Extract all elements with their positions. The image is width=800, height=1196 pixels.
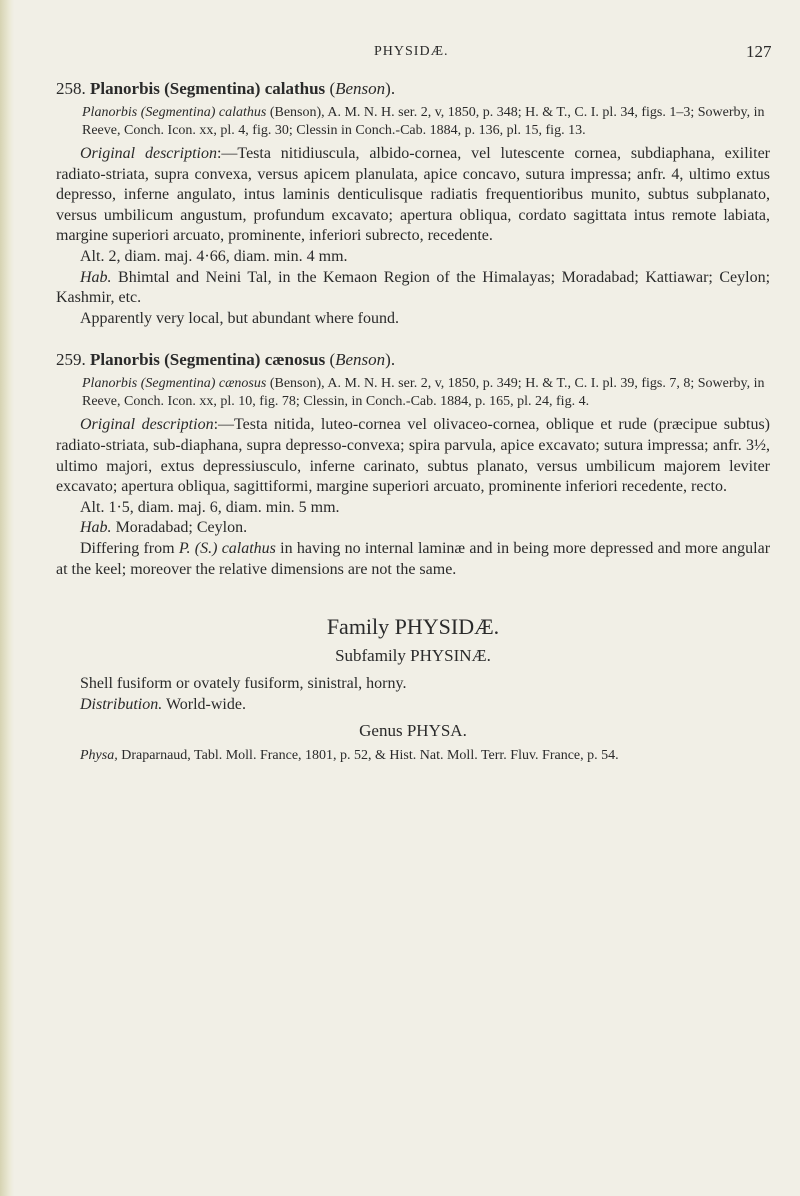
species-258-reference [56, 104, 770, 140]
species-258-note: Apparently very local, but abundant where found. [80, 309, 400, 327]
species-259-habitat-label: Hab. [80, 519, 112, 537]
genus-reference-text: Draparnaud, Tabl. Moll. France, 1801, p. 52, & Hist. Nat. Moll. Terr. Fluv. France, p. 54. [121, 748, 619, 764]
genus-reference-name: Physa, [80, 748, 118, 764]
species-258-reference-text: (Benson), A. M. N. H. ser. 2, v, 1850, p. 348; H. & T., C. I. pl. 34, figs. 1–3; Sowerby, in Reeve, Conch. Icon. xx, pl. 4, fig. 30; Clessin in Conch.-Cab. 1884, p. 136, pl. 15, fig. 13. [82, 105, 765, 138]
species-258-name: Planorbis (Segmentina) calathus [90, 79, 326, 98]
species-259-differences [56, 539, 770, 580]
species-259-reference [56, 375, 770, 411]
species-259-dimensions: Alt. 1·5, diam. maj. 6, diam. min. 5 mm. [80, 498, 340, 516]
species-259-habitat-text: Moradabad; Ceylon. [115, 519, 248, 537]
species-259-diff-post: in having no internal laminæ and in being more depressed and more angular at the keel; moreover the relative dimensions are not the same. [56, 539, 771, 578]
species-259-reference-text: (Benson), A. M. N. H. ser. 2, v, 1850, p. 349; H. & T., C. I. pl. 39, figs. 7, 8; Sowerby, in Reeve, Conch. Icon. xx, pl. 10, fig. 78; Clessin, in Conch.-Cab. 1884, p. 165, pl. 24, fig. 4. [82, 376, 765, 410]
species-259-diff-pre: Differing from [80, 539, 175, 557]
species-259-name: Planorbis (Segmentina) cænosus [90, 350, 326, 370]
family-distribution [56, 695, 770, 716]
species-259-description-text: :—Testa nitida, luteo-cornea vel olivaceo-cornea, oblique et rude (præcipue subtus) radiato-striata, sub-diaphana, supra depresso-convexa; spira parvula, apice excavato; sutura impressa; anfr. 3½, ultimo majori, extus depressiusculo, inferne carinato, subtus planato, versus umbilicum majorem leviter excavato; apertura obliqua, sagittiformi, margine superiori arcuato, prominente inferiori recedente, recto. [56, 416, 770, 496]
family-distribution-text: World-wide. [165, 695, 246, 713]
running-head [0, 44, 800, 64]
species-259-heading: 259. Planorbis (Segmentina) cænosus (Benson). [56, 350, 396, 370]
species-258-habitat-label: Hab. [80, 268, 112, 286]
genus-reference [56, 747, 770, 765]
species-259-description-label: Original description [80, 416, 214, 434]
species-258-description-label: Original description [80, 145, 217, 162]
species-259-habitat [56, 518, 770, 539]
genus-heading: Genus PHYSA. [359, 721, 467, 741]
species-258-number: 258. [56, 79, 86, 98]
page-edge-shadow [0, 0, 14, 1196]
running-head-title: PHYSIDÆ. [374, 44, 449, 59]
species-259-description [56, 415, 770, 497]
page-number: 127 [746, 42, 772, 61]
species-258-description [56, 144, 770, 247]
page-content [56, 78, 770, 765]
species-258-heading: 258. Planorbis (Segmentina) calathus (Benson). [56, 79, 396, 98]
species-258-authority: Benson [335, 79, 386, 98]
species-259-diff-name: P. (S.) calathus [178, 539, 276, 557]
species-258-description-text: :—Testa nitidiuscula, albido-cornea, vel lutescente cornea, subdiaphana, exiliter radiato-striata, supra convexa, versus apicem planulata, apice concavo, sutura impressa; anfr. 4, ultimo extus depresso, inferne angulato, intus laminis denticulisque radiatis frequentioribus munito, subtus subplanato, versus umbilicum angustum, profundum excavato; apertura obliqua, cordato sagittata intus remote labiata, margine superiori arcuato, prominente, inferiori subrecto, recedente. [56, 145, 770, 245]
species-258-habitat-text: Bhimtal and Neini Tal, in the Kemaon Region of the Himalayas; Moradabad; Kattiawar; Ceylon; Kashmir, etc. [56, 268, 771, 307]
species-258-reference-name: Planorbis (Segmentina) calathus [82, 105, 267, 120]
subfamily-heading: Subfamily PHYSINÆ. [335, 646, 491, 666]
family-shell-description: Shell fusiform or ovately fusiform, sinistral, horny. [80, 675, 407, 693]
species-258-habitat [56, 268, 770, 309]
species-258-dimensions: Alt. 2, diam. maj. 4·66, diam. min. 4 mm. [80, 247, 348, 265]
family-heading: Family PHYSIDÆ. [326, 614, 500, 640]
species-259-number: 259. [56, 350, 86, 370]
species-259-reference-name: Planorbis (Segmentina) cænosus [82, 376, 267, 392]
species-259-authority: Benson [335, 350, 386, 370]
family-distribution-label: Distribution. [80, 695, 163, 713]
